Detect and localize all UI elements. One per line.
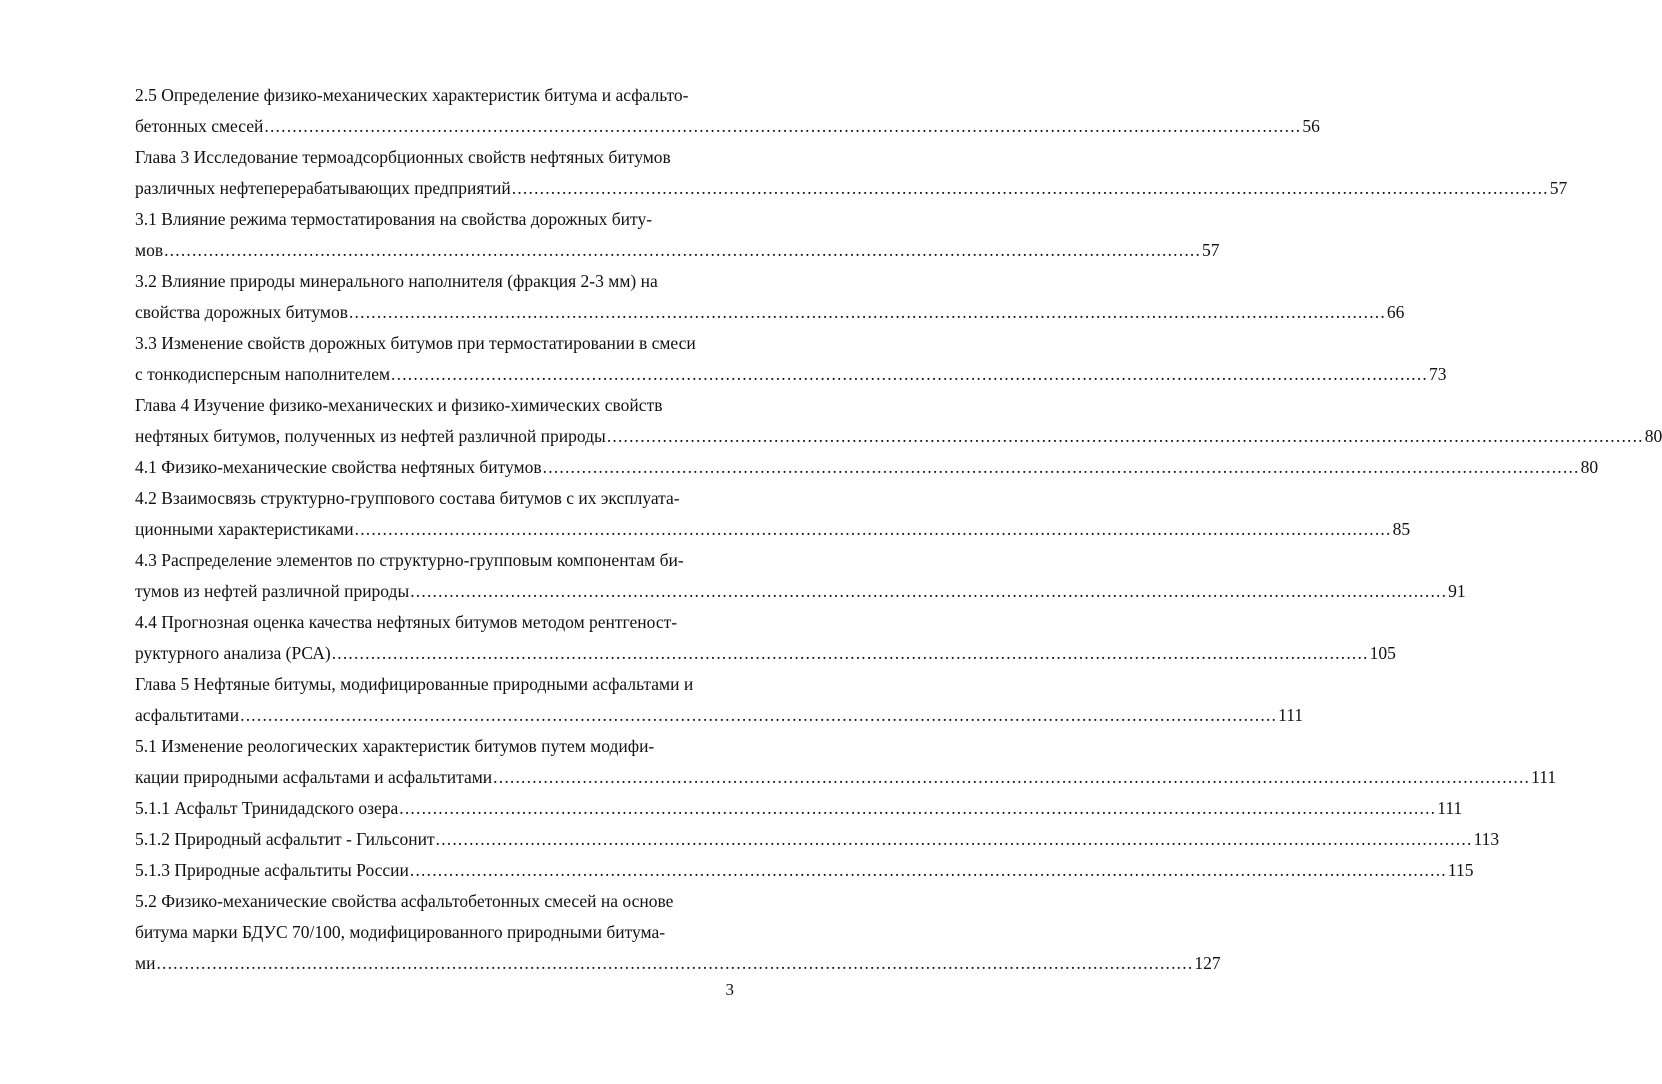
dot-leader xyxy=(410,855,1447,886)
toc-entry-text: асфальтитами xyxy=(135,705,240,725)
page-number: 3 xyxy=(725,980,734,999)
toc-page-number: 57 xyxy=(1202,240,1220,260)
toc-entry-text: 4.2 Взаимосвязь структурно-группового состава битумов с их эксплуата- xyxy=(135,488,680,508)
toc-line xyxy=(135,390,731,421)
toc-entry xyxy=(135,824,1500,855)
toc-page-number: 111 xyxy=(1278,705,1304,725)
toc-entry-text: 4.4 Прогнозная оценка качества нефтяных битумов методом рентгеност- xyxy=(135,612,678,632)
toc-line xyxy=(135,421,1662,452)
toc-line xyxy=(135,483,731,514)
toc-line xyxy=(135,700,1304,731)
toc-line xyxy=(135,762,1557,793)
toc-entry xyxy=(135,545,1466,607)
toc-line xyxy=(135,948,1221,979)
toc-page-number: 111 xyxy=(1531,767,1557,787)
toc-page-number: 91 xyxy=(1448,581,1466,601)
toc-line xyxy=(135,669,731,700)
toc-line xyxy=(135,173,1568,204)
toc-entry xyxy=(135,669,1304,731)
toc-line xyxy=(135,80,731,111)
toc-entry-text: Глава 5 Нефтяные битумы, модифицированные природными асфальтами и xyxy=(135,674,694,694)
dot-leader xyxy=(349,297,1386,328)
toc-line xyxy=(135,545,731,576)
toc-line xyxy=(135,204,731,235)
toc-entry-text: кации природными асфальтами и асфальтитами xyxy=(135,767,493,787)
toc-entry-text: 4.3 Распределение элементов по структурно-групповым компонентам би- xyxy=(135,550,684,570)
toc-entry-text: 5.1.3 Природные асфальтиты России xyxy=(135,860,409,880)
toc-page-number: 127 xyxy=(1194,953,1221,973)
toc-entry xyxy=(135,142,1568,204)
toc-entry-text: 4.1 Физико-механические свойства нефтяных битумов xyxy=(135,457,542,477)
toc-entry-text: 2.5 Определение физико-механических характеристик битума и асфальто- xyxy=(135,85,689,105)
toc-page-number: 105 xyxy=(1369,643,1396,663)
toc-line xyxy=(135,142,731,173)
toc-line xyxy=(135,638,1396,669)
toc-page-number: 57 xyxy=(1549,178,1568,198)
toc-entry xyxy=(135,607,1396,669)
toc-page-number: 80 xyxy=(1644,426,1662,446)
toc-entry-text: бетонных смесей xyxy=(135,116,264,136)
toc-entry-text: 3.2 Влияние природы минерального наполнителя (фракция 2-3 мм) на xyxy=(135,271,658,291)
dot-leader xyxy=(391,359,1428,390)
toc-line xyxy=(135,917,731,948)
toc-page-number: 66 xyxy=(1386,302,1405,322)
toc-page-number: 111 xyxy=(1437,798,1463,818)
toc-line xyxy=(135,793,1463,824)
toc-line xyxy=(135,824,1500,855)
toc-line xyxy=(135,731,731,762)
dot-leader xyxy=(410,576,1447,607)
dot-leader xyxy=(607,421,1644,452)
toc-entry xyxy=(135,855,1474,886)
toc-line xyxy=(135,514,1411,545)
dot-leader xyxy=(240,700,1277,731)
toc-entry xyxy=(135,483,1411,545)
toc-line xyxy=(135,452,1599,483)
toc-line xyxy=(135,328,731,359)
toc-entry-text: ми xyxy=(135,953,156,973)
toc-entry xyxy=(135,390,1662,452)
toc-entry-text: свойства дорожных битумов xyxy=(135,302,348,322)
toc-entry-text: тумов из нефтей различной природы xyxy=(135,581,410,601)
toc-line xyxy=(135,855,1474,886)
dot-leader xyxy=(543,452,1580,483)
toc-entry xyxy=(135,452,1599,483)
toc-entry xyxy=(135,266,1405,328)
toc-page-number: 73 xyxy=(1429,364,1447,384)
toc-line xyxy=(135,576,1466,607)
toc-entry-text: 5.1.2 Природный асфальтит - Гильсонит xyxy=(135,829,435,849)
toc-entry xyxy=(135,80,1320,142)
toc-entry-text: с тонкодисперсным наполнителем xyxy=(135,364,391,384)
toc-line xyxy=(135,886,731,917)
toc-entry-text: 3.1 Влияние режима термостатирования на свойства дорожных биту- xyxy=(135,209,653,229)
toc-entry-text: битума марки БДУС 70/100, модифицированного природными битума- xyxy=(135,922,666,942)
toc-page-number: 85 xyxy=(1392,519,1411,539)
toc-line xyxy=(135,111,1320,142)
dot-leader xyxy=(156,948,1193,979)
dot-leader xyxy=(493,762,1530,793)
toc-entry-text: 5.2 Физико-механические свойства асфальтобетонных смесей на основе xyxy=(135,891,674,911)
toc-entry-text: Глава 3 Исследование термоадсорбционных свойств нефтяных битумов xyxy=(135,147,671,167)
toc-entry-text: мов xyxy=(135,240,164,260)
toc-entry xyxy=(135,731,1557,793)
toc-line xyxy=(135,235,1220,266)
dot-leader xyxy=(399,793,1436,824)
toc-page-number: 56 xyxy=(1302,116,1320,136)
toc-entry xyxy=(135,204,1220,266)
toc-entry xyxy=(135,328,1447,390)
toc-page-number: 80 xyxy=(1580,457,1599,477)
toc-entry-text: 3.3 Изменение свойств дорожных битумов при термостатировании в смеси xyxy=(135,333,696,353)
toc-entry-text: 5.1.1 Асфальт Тринидадского озера xyxy=(135,798,399,818)
toc-entry-text: Глава 4 Изучение физико-механических и физико-химических свойств xyxy=(135,395,663,415)
toc-entry-text: ционными характеристиками xyxy=(135,519,354,539)
toc-entry-text: нефтяных битумов, полученных из нефтей различной природы xyxy=(135,426,606,446)
toc-entry-text: 5.1 Изменение реологических характеристик битумов путем модифи- xyxy=(135,736,655,756)
toc-entry-text: руктурного анализа (РСА) xyxy=(135,643,331,663)
dot-leader xyxy=(332,638,1369,669)
toc-line xyxy=(135,607,731,638)
dot-leader xyxy=(436,824,1473,855)
dot-leader xyxy=(264,111,1301,142)
dot-leader xyxy=(512,173,1549,204)
toc-page-number: 115 xyxy=(1447,860,1474,880)
toc-page-number: 113 xyxy=(1473,829,1500,849)
toc-line xyxy=(135,359,1447,390)
table-of-contents xyxy=(135,80,1662,979)
dot-leader xyxy=(164,235,1201,266)
toc-entry xyxy=(135,793,1463,824)
toc-line xyxy=(135,297,1405,328)
toc-entry-text: различных нефтеперерабатывающих предприятий xyxy=(135,178,511,198)
toc-entry xyxy=(135,886,1221,979)
toc-line xyxy=(135,266,731,297)
dot-leader xyxy=(355,514,1392,545)
